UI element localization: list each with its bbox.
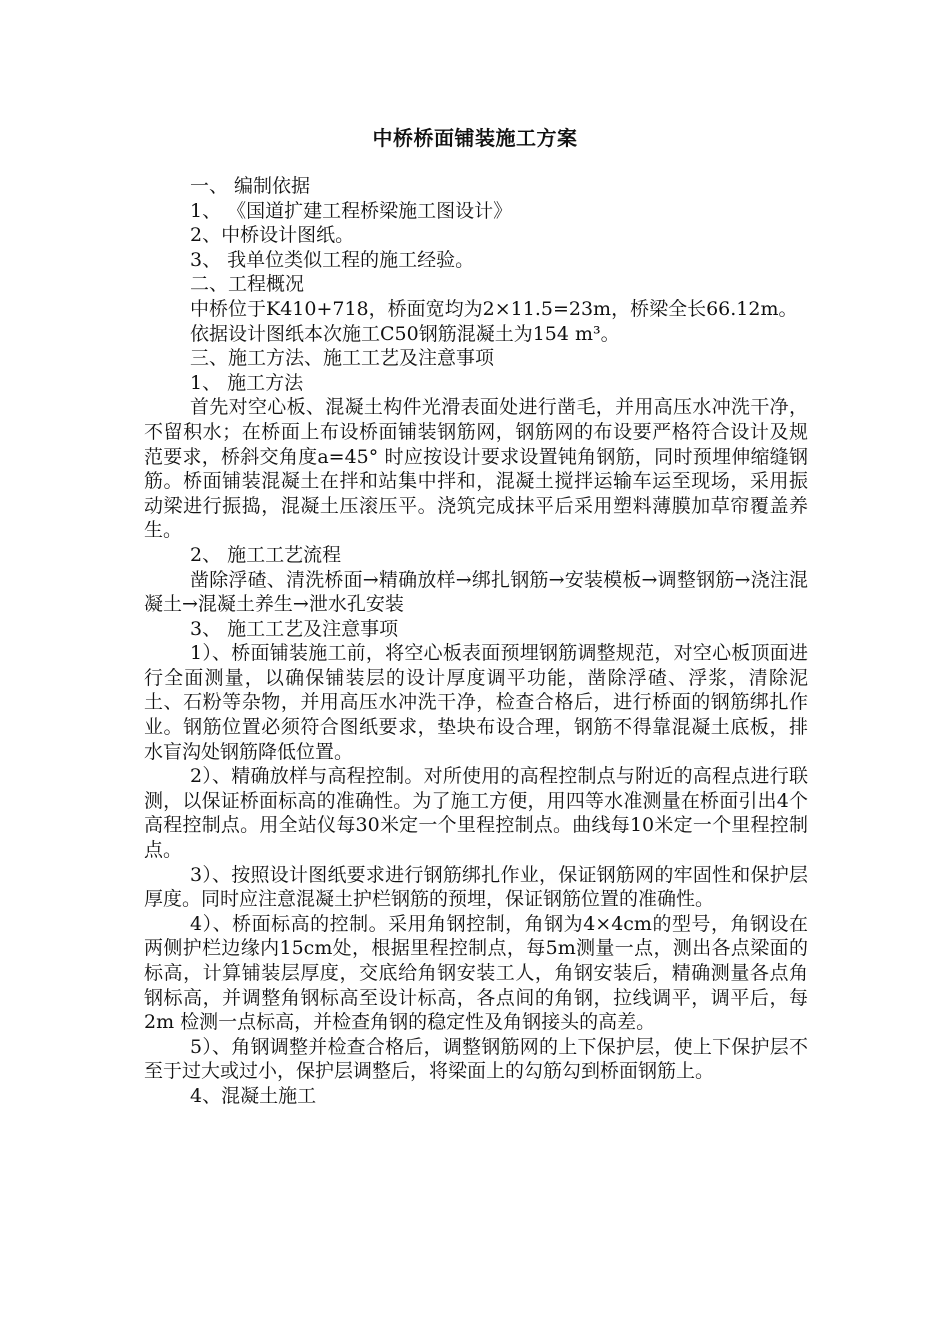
paragraph-note-5: 5）、角钢调整并检查合格后，调整钢筋网的上下保护层，使上下保护层不至于过大或过小，保护层调整后，将梁面上的勾筋勾到桥面钢筋上。	[144, 1035, 808, 1083]
list-item-basis-1: 1、 《国道扩建工程桥梁施工图设计》	[190, 199, 513, 222]
paragraph-concrete-volume: 依据设计图纸本次施工C50钢筋混凝土为154 m³。	[190, 322, 620, 345]
paragraph-note-3: 3）、按照设计图纸要求进行钢筋绑扎作业，保证钢筋网的牢固性和保护层厚度。同时应注意混凝土护栏钢筋的预埋，保证钢筋位置的准确性。	[144, 863, 808, 911]
subsection-heading-method: 1、 施工方法	[190, 371, 304, 394]
section-heading-overview: 二、工程概况	[190, 273, 305, 296]
subsection-heading-concrete: 4、混凝土施工	[190, 1084, 317, 1107]
paragraph-flow: 凿除浮碴、清洗桥面→精确放样→绑扎钢筋→安装模板→调整钢筋→浇注混凝土→混凝土养生→泄水孔安装	[144, 568, 808, 616]
subsection-heading-notes: 3、 施工工艺及注意事项	[190, 617, 399, 640]
subsection-heading-flow: 2、 施工工艺流程	[190, 543, 342, 566]
list-item-basis-3: 3、 我单位类似工程的施工经验。	[190, 248, 475, 271]
section-heading-methods: 三、施工方法、施工工艺及注意事项	[190, 347, 495, 370]
paragraph-bridge-size: 中桥位于K410+718，桥面宽均为2×11.5=23m，桥梁全长66.12m。	[190, 297, 798, 320]
list-item-basis-2: 2、中桥设计图纸。	[190, 224, 355, 247]
paragraph-method: 首先对空心板、混凝土构件光滑表面处进行凿毛，并用高压水冲洗干净，不留积水；在桥面上布设桥面铺装钢筋网，钢筋网的布设要严格符合设计及规范要求，桥斜交角度a=45° 时应按设计要求设置钝角钢筋，同时预埋伸缩缝钢筋。桥面铺装混凝土在拌和站集中拌和，混凝土搅拌运输车运至现场，采用振动梁进行振捣，混凝土压滚压平。浇筑完成抹平后采用塑料薄膜加草帘覆盖养生。	[144, 396, 808, 542]
section-heading-basis: 一、 编制依据	[190, 175, 311, 197]
paragraph-note-1: 1）、桥面铺装施工前，将空心板表面预埋钢筋调整规范，对空心板顶面进行全面测量，以确保铺装层的设计厚度调平功能，凿除浮碴、浮浆，清除泥土、石粉等杂物，并用高压水冲洗干净，检查合格后，进行桥面的钢筋绑扎作业。钢筋位置必须符合图纸要求，垫块布设合理，钢筋不得靠混凝土底板，排水盲沟处钢筋降低位置。	[144, 642, 808, 763]
document-title: 中桥桥面铺装施工方案	[372, 126, 578, 150]
paragraph-note-4: 4）、桥面标高的控制。采用角钢控制，角钢为4×4cm的型号，角钢设在两侧护栏边缘内15cm处，根据里程控制点，每5m测量一点，测出各点梁面的标高，计算铺装层厚度，交底给角钢安装工人，角钢安装后，精确测量各点角钢标高，并调整角钢标高至设计标高，各点间的角钢，拉线调平，调平后，每2m 检测一点标高，并检查角钢的稳定性及角钢接头的高差。	[144, 912, 808, 1034]
document-body	[144, 174, 808, 1109]
paragraph-note-2: 2）、精确放样与高程控制。对所使用的高程控制点与附近的高程点进行联测，以保证桥面标高的准确性。为了施工方便，用四等水准测量在桥面引出4个高程控制点。用全站仪每30米定一个里程控制点。曲线每10米定一个里程控制点。	[144, 765, 808, 862]
